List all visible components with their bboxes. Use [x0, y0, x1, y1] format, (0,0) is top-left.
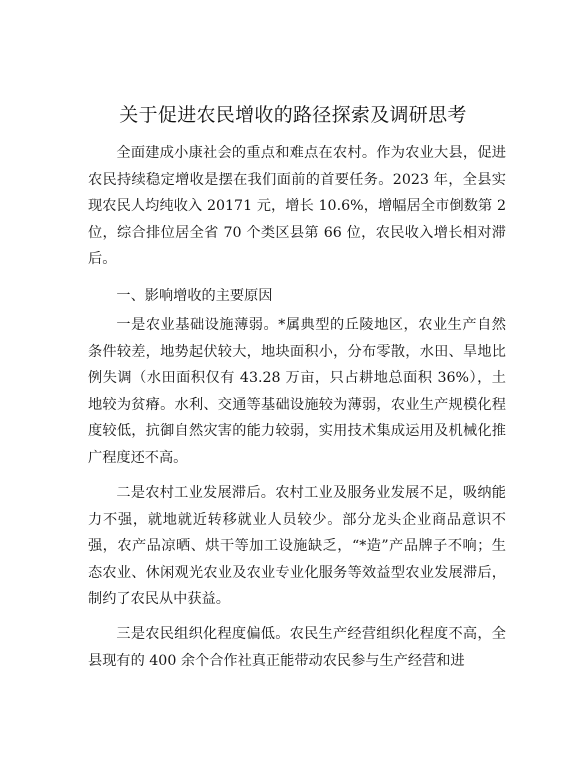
reason-paragraph-2: 二是农村工业发展滞后。农村工业及服务业发展不足，吸纳能力不强，就地就近转移就业人员较少。部分龙头企业商品意识不强，农产品凉晒、烘干等加工设施缺乏，“*造”产品牌子不响；生态农业、休闲观光农业及农业专业化服务等效益型农业发展滞后，制约了农民从中获益。 — [88, 485, 506, 607]
document-title: 关于促进农民增收的路径探索及调研思考 — [119, 104, 467, 126]
reason-paragraph-1: 一是农业基础设施薄弱。*属典型的丘陵地区，农业生产自然条件较差，地势起伏较大，地块面积小，分布零散，水田、旱地比例失调（水田面积仅有 43.28 万亩，只占耕地总面积 36%），土地较为贫瘠。水利、交通等基础设施较为薄弱，农业生产规模化程度较低，抗御自然灾害的能力较弱，实用技术集成运用及机械化推广程度还不高。 — [88, 317, 506, 466]
intro-paragraph: 全面建成小康社会的重点和难点在农村。作为农业大县，促进农民持续稳定增收是摆在我们面前的首要任务。2023 年，全县实现农民人均纯收入 20171 元，增长 10.6%，增幅居全市倒数第 2 位，综合排位居全省 70 个类区县第 66 位，农民收入增长相对滞后。 — [88, 145, 506, 267]
section-heading: 一、影响增收的主要原因 — [116, 288, 273, 304]
reason-paragraph-3: 三是农民组织化程度偏低。农民生产经营组织化程度不高，全县现有的 400 余个合作社真正能带动农民参与生产经营和进 — [88, 626, 506, 669]
